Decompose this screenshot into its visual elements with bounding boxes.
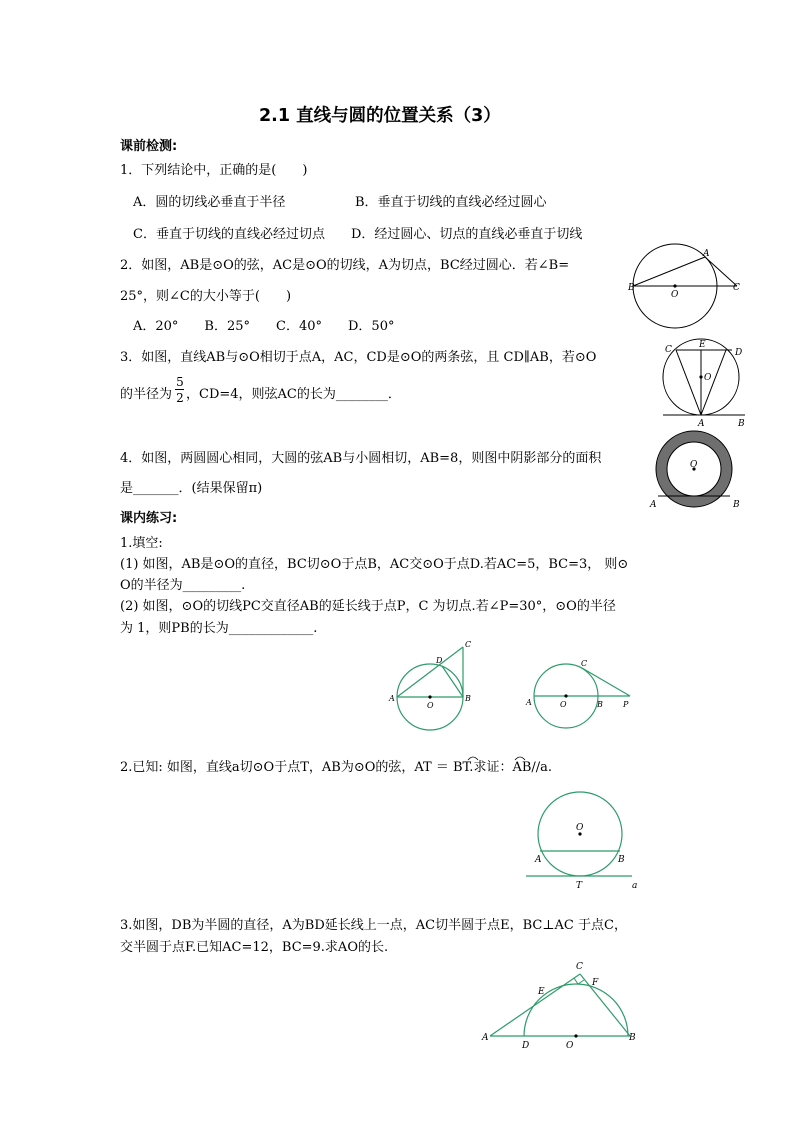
p1-fig1-label-d: D — [436, 656, 443, 665]
q2-fig-label-o: O — [671, 290, 679, 300]
q2-fig-label-a: A — [703, 249, 710, 259]
p3-fig-label-a: A — [482, 1033, 489, 1043]
q2-line1: 2．如图，AB是⊙O的弦，AC是⊙O的切线，A为切点，BC经过圆心．若∠B= — [120, 258, 570, 273]
q4-fig-label-b: B — [733, 500, 740, 510]
p1-head: 1.填空: — [120, 536, 163, 551]
q4-fig-label-o: O — [690, 460, 698, 470]
p3-fig-label-o: O — [566, 1041, 574, 1051]
page-title: 2.1 直线与圆的位置关系（3） — [259, 106, 501, 126]
p1-fig1-label-a: A — [389, 694, 395, 703]
section-heading-pre: 课前检测: — [120, 139, 178, 154]
p1-figure-1 — [388, 638, 478, 733]
p2-fig-label-a: A — [535, 855, 542, 865]
p3-fig-label-e: E — [538, 987, 545, 997]
p1-fig1-label-b: B — [465, 694, 471, 703]
p3-fig-label-c: C — [576, 962, 583, 972]
q2-line2: 25°，则∠C的大小等于( ) — [120, 289, 292, 304]
p2-fig-label-o: O — [576, 823, 584, 833]
p1-fig2-label-o: O — [560, 700, 567, 709]
q3-frac-bar — [175, 389, 184, 390]
p2-fig-label-t: T — [576, 881, 583, 891]
q3-line2a: 的半径为 — [120, 387, 173, 402]
p1-s2b: 为 1，则PB的长为_____________. — [120, 621, 318, 636]
q3-frac-den: 2 — [176, 391, 184, 405]
q4-fig-label-a: A — [650, 500, 657, 510]
p3-line2: 交半圆于点F.已知AC=12，BC=9.求AO的长. — [120, 940, 389, 955]
q3-fig-label-d: D — [735, 348, 743, 358]
q4-line1: 4．如图，两圆圆心相同，大圆的弦AB与小圆相切，AB=8，则图中阴影部分的面积 — [120, 451, 602, 466]
p3-figure — [482, 960, 647, 1050]
p2-fig-label-a-line: a — [632, 881, 638, 891]
q3-frac-num: 5 — [176, 375, 184, 389]
q1-stem: 1．下列结论中，正确的是( ) — [120, 163, 308, 178]
p3-fig-label-b: B — [629, 1033, 636, 1043]
q3-line1: 3．如图，直线AB与⊙O相切于点A，AC，CD是⊙O的两条弦，且 CD∥AB，若⊙O — [120, 350, 597, 365]
section-heading-class: 课内练习: — [120, 511, 178, 526]
p3-line1: 3.如图，DB为半圆的直径，A为BD延长线上一点，AC切半圆于点E，BC⊥AC 于点C， — [120, 918, 627, 933]
q2-fig-label-b: B — [628, 283, 635, 293]
q1-option-a: A．圆的切线必垂直于半径 — [133, 195, 286, 210]
q3-line2b: ，CD=4，则弦AC的长为________． — [186, 387, 401, 402]
q3-fig-label-b: B — [738, 419, 745, 429]
q3-fig-label-c: C — [665, 345, 672, 355]
q1-option-d: D．经过圆心、切点的直线必垂直于切线 — [351, 227, 583, 242]
p2-arc-marks — [466, 752, 546, 762]
q1-option-b: B．垂直于切线的直线必经过圆心 — [355, 195, 547, 210]
q3-figure — [655, 338, 765, 433]
p1-fig1-label-o: O — [427, 701, 434, 710]
p1-fig2-label-c: C — [581, 659, 588, 668]
q3-fig-label-a: A — [698, 419, 705, 429]
p1-s1b: O的半径为_________. — [120, 578, 246, 593]
q2-options: A．20° B．25° C．40° D．50° — [133, 319, 395, 334]
q3-fig-label-e: E — [699, 340, 706, 350]
p1-fig2-label-a: A — [526, 698, 532, 707]
p2-fig-label-b: B — [618, 855, 625, 865]
p1-fig2-label-p: P — [623, 700, 629, 709]
p1-fig2-label-b: B — [597, 700, 603, 709]
p3-fig-label-f: F — [592, 978, 599, 988]
p1-s1a: (1) 如图，AB是⊙O的直径，BC切⊙O于点B，AC交⊙O于点D.若AC=5，BC=3， 则⊙ — [120, 557, 629, 572]
p2-figure — [522, 792, 652, 892]
q3-fig-label-o: O — [704, 373, 712, 383]
p1-figure-2 — [525, 650, 640, 740]
q4-line2: 是_______．(结果保留π) — [120, 481, 263, 496]
p3-fig-label-d: D — [522, 1041, 530, 1051]
q2-fig-label-c: C — [733, 283, 740, 293]
p2-line: 2.已知: 如图，直线a切⊙O于点T，AB为⊙O的弦，AT ＝ BT.求证：AB//a. — [120, 760, 553, 775]
p1-s2a: (2) 如图，⊙O的切线PC交直径AB的延长线于点P，C 为切点.若∠P=30°，⊙O的半径 — [120, 599, 616, 614]
q4-figure — [645, 428, 755, 510]
p1-fig1-label-c: C — [465, 640, 472, 649]
q1-option-c: C．垂直于切线的直线必经过切点 — [133, 227, 325, 242]
q2-figure — [625, 243, 745, 328]
